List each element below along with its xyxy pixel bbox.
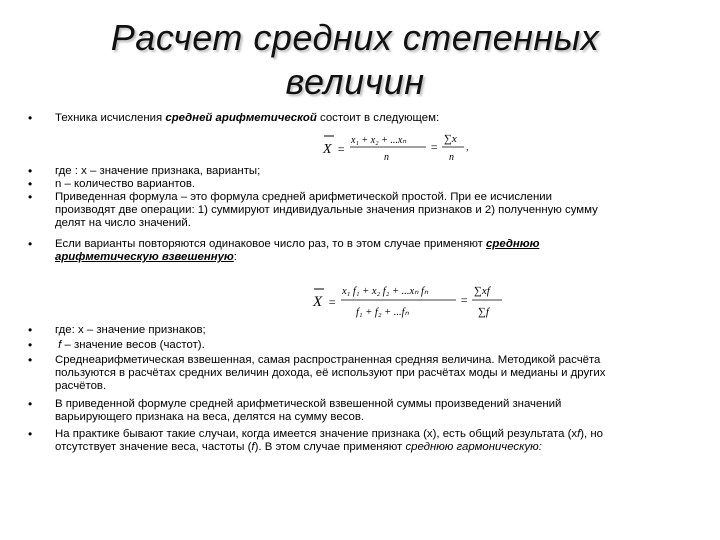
harmonic-mid: ), но отсутствует значение веса, частоты ( (55, 428, 603, 453)
where-x-weighted-item: где: x – значение признаков; (55, 324, 206, 336)
where-x-item: где : x – значение признака, варианты; (55, 165, 261, 177)
weighted-intro-emphasis: среднюю арифметическую взвешенную (55, 238, 540, 263)
formula2-numerator: x₁ f₁ + x₂ f₂ + ...xₙ fₙ (342, 286, 429, 297)
bullet: • (28, 353, 33, 367)
where-f-text: – значение весов (частот). (61, 339, 205, 351)
weighted-formula-explanation: В приведенной формуле средней арифметической взвешенной суммы произведений значений варьирующего признака на веса, делятся на сумму весов. (55, 398, 562, 423)
formula2-denominator: f₁ + f₂ + ...fₙ (356, 307, 409, 318)
bullet: • (28, 397, 33, 411)
formula2-sum-numerator: ∑xf (474, 285, 490, 297)
bullet: • (28, 190, 33, 204)
simple-formula-explanation: Приведенная формула – это формула средней арифметической простой. При ее исчислении производят две операции: 1) суммируют индивидуальные значения признаков и 2) полученную сумму делят на число значений. (55, 191, 598, 229)
formula1-numerator: x₁ + x₂ + ...xₙ (351, 135, 407, 146)
intro-after: состоит в следующем: (316, 112, 440, 124)
intro-emphasis: средней арифметической (165, 112, 317, 124)
harmonic-before: На практике бывают такие случаи, когда имеется значение признака (x), есть общий результата (x (55, 428, 578, 440)
bullet: • (28, 338, 33, 352)
f-symbol: f (251, 441, 255, 453)
svg-text:=: = (337, 142, 346, 156)
harmonic-emphasis: среднюю гармоническую: (405, 441, 542, 453)
bullet: • (28, 323, 33, 337)
bullet: • (28, 427, 33, 441)
weighted-intro-after: : (233, 251, 237, 263)
bullet: • (28, 164, 33, 178)
svg-text:=: = (328, 295, 337, 309)
formula2-lhs: X (313, 294, 323, 310)
formula2-sum-denominator: ∑f (478, 306, 489, 318)
where-n-text: n – количество вариантов. (55, 178, 196, 190)
f-symbol: f (577, 428, 581, 440)
intro-paragraph (55, 112, 610, 125)
svg-text:=: = (430, 140, 439, 154)
weighted-intro-before: Если варианты повторяются одинаковое число раз, то в этом случае применяют (55, 238, 487, 250)
weighted-description: Среднеарифметическая взвешенная, самая распространенная средняя величина. Методикой расчёта пользуются в расчётах средних величин дохода, её используют при расчётах моды и медианы и других расчётов. (55, 354, 606, 392)
formula1-lhs: X (323, 142, 332, 157)
formula1-sum-denominator: n (449, 152, 454, 163)
weighted-intro (55, 238, 610, 264)
formula1-sum: ∑x (444, 133, 457, 145)
f-symbol: f (58, 339, 62, 351)
harmonic-after: ). В этом случае применяют (254, 441, 406, 453)
bullet: • (28, 177, 33, 191)
bullet: • (28, 237, 33, 251)
svg-text:=: = (460, 293, 469, 307)
where-f-item (55, 339, 610, 352)
where-n-item (55, 178, 610, 191)
slide-title: Расчет средних степенных величин (110, 17, 600, 102)
bullet: • (28, 111, 33, 125)
simple-mean-formula (318, 128, 478, 169)
svg-text:,: , (466, 142, 469, 153)
formula1-denominator: n (384, 152, 389, 163)
harmonic-intro (55, 428, 610, 454)
intro-before: Техника исчисления (55, 112, 166, 124)
weighted-mean-formula (306, 276, 516, 325)
